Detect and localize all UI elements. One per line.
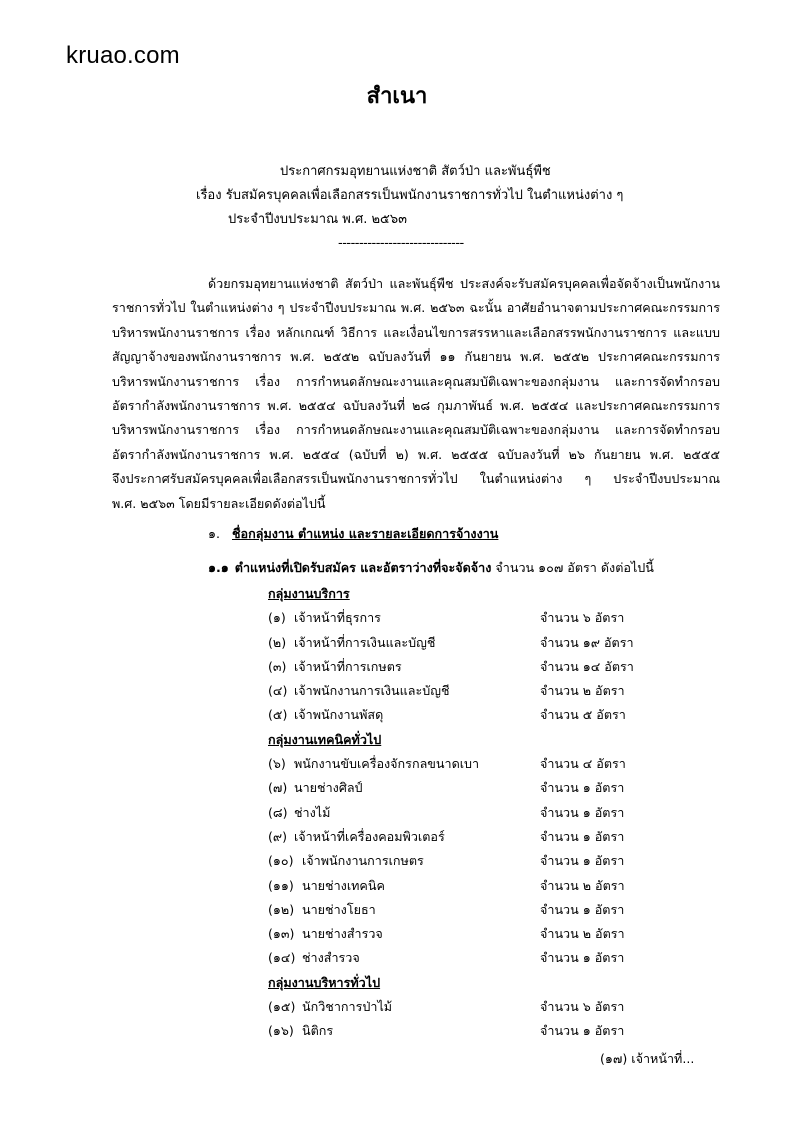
list-item	[0, 655, 794, 679]
continuation-note: (๑๗) เจ้าหน้าที่...	[600, 1051, 695, 1066]
subsection-title: ตำแหน่งที่เปิดรับสมัคร และอัตราว่างที่จะจัดจ้าง	[234, 560, 492, 575]
item-position: นิติกร	[302, 1023, 334, 1039]
item-index: (๘)	[268, 804, 288, 820]
item-position: เจ้าหน้าที่การเงินและบัญชี	[294, 634, 436, 650]
item-position: เจ้าหน้าที่เครื่องคอมพิวเตอร์	[294, 828, 445, 844]
item-index: (๙)	[268, 828, 288, 844]
item-count: จำนวน ๒ อัตรา	[540, 683, 625, 699]
section-heading	[208, 524, 498, 544]
item-index: (๑๑)	[268, 877, 294, 893]
item-count: จำนวน ๑๙ อัตรา	[540, 634, 634, 650]
item-position: เจ้าพนักงานการเงินและบัญชี	[294, 683, 450, 699]
item-count: จำนวน ๕ อัตรา	[540, 707, 626, 723]
item-count: จำนวน ๑ อัตรา	[540, 828, 625, 844]
body-paragraph	[112, 272, 720, 516]
item-position: เจ้าพนักงานพัสดุ	[294, 707, 384, 723]
item-index: (๔)	[268, 683, 288, 699]
item-index: (๒)	[268, 634, 287, 650]
header-separator: ------------------------------	[338, 236, 464, 251]
list-item	[0, 606, 794, 630]
item-count: จำนวน ๑ อัตรา	[540, 1023, 625, 1039]
header-line-3: ประจำปีงบประมาณ พ.ศ. ๒๕๖๓	[228, 212, 408, 227]
announcement-header	[0, 160, 794, 256]
body-line: อัตรากำลังพนักงานราชการ พ.ศ. ๒๕๕๔ ฉบับลงวันที่ ๒๘ กุมภาพันธ์ พ.ศ. ๒๕๕๔ และประกาศคณะกรรมการ	[112, 398, 720, 414]
header-line-1: ประกาศกรมอุทยานแห่งชาติ สัตว์ป่า และพันธุ์พืช	[280, 164, 551, 179]
body-line: ราชการทั่วไป ในตำแหน่งต่าง ๆ ประจำปีงบประมาณ พ.ศ. ๒๕๖๓ ฉะนั้น อาศัยอำนาจตามประกาศคณะกรรมการ	[112, 300, 720, 316]
body-line: อัตรากำลังพนักงานราชการ พ.ศ. ๒๕๕๔ (ฉบับที่ ๒) พ.ศ. ๒๕๕๕ ฉบับลงวันที่ ๒๖ กันยายน พ.ศ. ๒๕๕๕	[112, 446, 720, 462]
list-item	[0, 703, 794, 727]
item-index: (๑๕)	[268, 999, 296, 1015]
list-item	[0, 776, 794, 800]
item-count: จำนวน ๒ อัตรา	[540, 877, 625, 893]
list-item	[0, 679, 794, 703]
list-item	[0, 825, 794, 849]
item-position: นายช่างศิลป์	[294, 780, 363, 796]
subsection-number: ๑.๑	[208, 560, 229, 575]
item-count: จำนวน ๑ อัตรา	[540, 901, 625, 917]
section-title: ชื่อกลุ่มงาน ตำแหน่ง และรายละเอียดการจ้างงาน	[232, 526, 499, 541]
item-position: นายช่างสำรวจ	[302, 926, 383, 942]
item-index: (๕)	[268, 707, 288, 723]
item-index: (๓)	[268, 658, 287, 674]
group-heading: กลุ่มงานเทคนิคทั่วไป	[268, 731, 382, 747]
item-position: ช่างไม้	[294, 804, 331, 820]
item-index: (๑๐)	[268, 853, 294, 869]
item-position: นายช่างโยธา	[302, 901, 376, 917]
group-heading: กลุ่มงานบริการ	[268, 586, 350, 601]
section-number: ๑.	[208, 526, 220, 541]
item-index: (๑๔)	[268, 950, 296, 966]
item-position: พนักงานขับเครื่องจักรกลขนาดเบา	[294, 756, 480, 772]
body-line: จึงประกาศรับสมัครบุคคลเพื่อเลือกสรรเป็นพนักงานราชการทั่วไป ในตำแหน่งต่าง ๆ ประจำปีงบประมาณ	[112, 471, 720, 487]
list-item	[0, 874, 794, 898]
item-position: เจ้าหน้าที่การเกษตร	[294, 658, 402, 674]
item-position: เจ้าหน้าที่ธุรการ	[294, 610, 381, 626]
item-count: จำนวน ๖ อัตรา	[540, 610, 625, 626]
list-item	[0, 631, 794, 655]
group-heading: กลุ่มงานบริหารทั่วไป	[268, 974, 381, 990]
body-line: ด้วยกรมอุทยานแห่งชาติ สัตว์ป่า และพันธุ์พืช ประสงค์จะรับสมัครบุคคลเพื่อจัดจ้างเป็นพนักงาน	[208, 276, 720, 291]
list-item	[0, 995, 794, 1019]
item-count: จำนวน ๑๔ อัตรา	[540, 658, 634, 674]
body-line: สัญญาจ้างของพนักงานราชการ พ.ศ. ๒๕๕๒ ฉบับลงวันที่ ๑๑ กันยายน พ.ศ. ๒๕๕๒ ประกาศคณะกรรมการ	[112, 349, 720, 365]
copy-label: สำเนา	[366, 84, 428, 109]
positions-list	[0, 582, 794, 1044]
list-item	[0, 946, 794, 970]
list-item	[0, 1019, 794, 1043]
item-count: จำนวน ๑ อัตรา	[540, 804, 625, 820]
item-count: จำนวน ๑ อัตรา	[540, 853, 625, 869]
list-item	[0, 898, 794, 922]
subsection-heading	[208, 558, 720, 578]
item-count: จำนวน ๖ อัตรา	[540, 999, 625, 1015]
item-count: จำนวน ๒ อัตรา	[540, 926, 625, 942]
item-index: (๗)	[268, 780, 288, 796]
item-position: ช่างสำรวจ	[302, 950, 360, 966]
item-position: นายช่างเทคนิค	[302, 877, 385, 893]
item-index: (๖)	[268, 756, 286, 772]
body-line: พ.ศ. ๒๕๖๓ โดยมีรายละเอียดดังต่อไปนี้	[112, 495, 326, 511]
item-index: (๑๓)	[268, 926, 295, 942]
list-item	[0, 922, 794, 946]
watermark: kruao.com	[66, 42, 180, 69]
item-count: จำนวน ๑ อัตรา	[540, 950, 625, 966]
item-position: นักวิชาการป่าไม้	[302, 999, 393, 1015]
body-line: บริหารพนักงานราชการ เรื่อง การกำหนดลักษณะงานและคุณสมบัติเฉพาะของกลุ่มงาน และการจัดทำกรอบ	[112, 373, 720, 389]
item-count: จำนวน ๑ อัตรา	[540, 780, 625, 796]
subsection-count: จำนวน ๑๐๗ อัตรา ดังต่อไปนี้	[491, 560, 654, 575]
list-item	[0, 849, 794, 873]
item-index: (๑๖)	[268, 1023, 294, 1039]
item-index: (๑๒)	[268, 901, 295, 917]
header-line-2: เรื่อง รับสมัครบุคคลเพื่อเลือกสรรเป็นพนักงานราชการทั่วไป ในตำแหน่งต่าง ๆ	[196, 188, 624, 203]
item-position: เจ้าพนักงานการเกษตร	[302, 853, 424, 869]
item-count: จำนวน ๔ อัตรา	[540, 756, 626, 772]
body-line: บริหารพนักงานราชการ เรื่อง การกำหนดลักษณะงานและคุณสมบัติเฉพาะของกลุ่มงาน และการจัดทำกรอบ	[112, 422, 720, 438]
body-line: บริหารพนักงานราชการ เรื่อง หลักเกณฑ์ วิธีการ และเงื่อนไขการสรรหาและเลือกสรรพนักงานราชการ และแบบ	[112, 324, 720, 340]
list-item	[0, 801, 794, 825]
item-index: (๑)	[268, 610, 286, 626]
list-item	[0, 752, 794, 776]
